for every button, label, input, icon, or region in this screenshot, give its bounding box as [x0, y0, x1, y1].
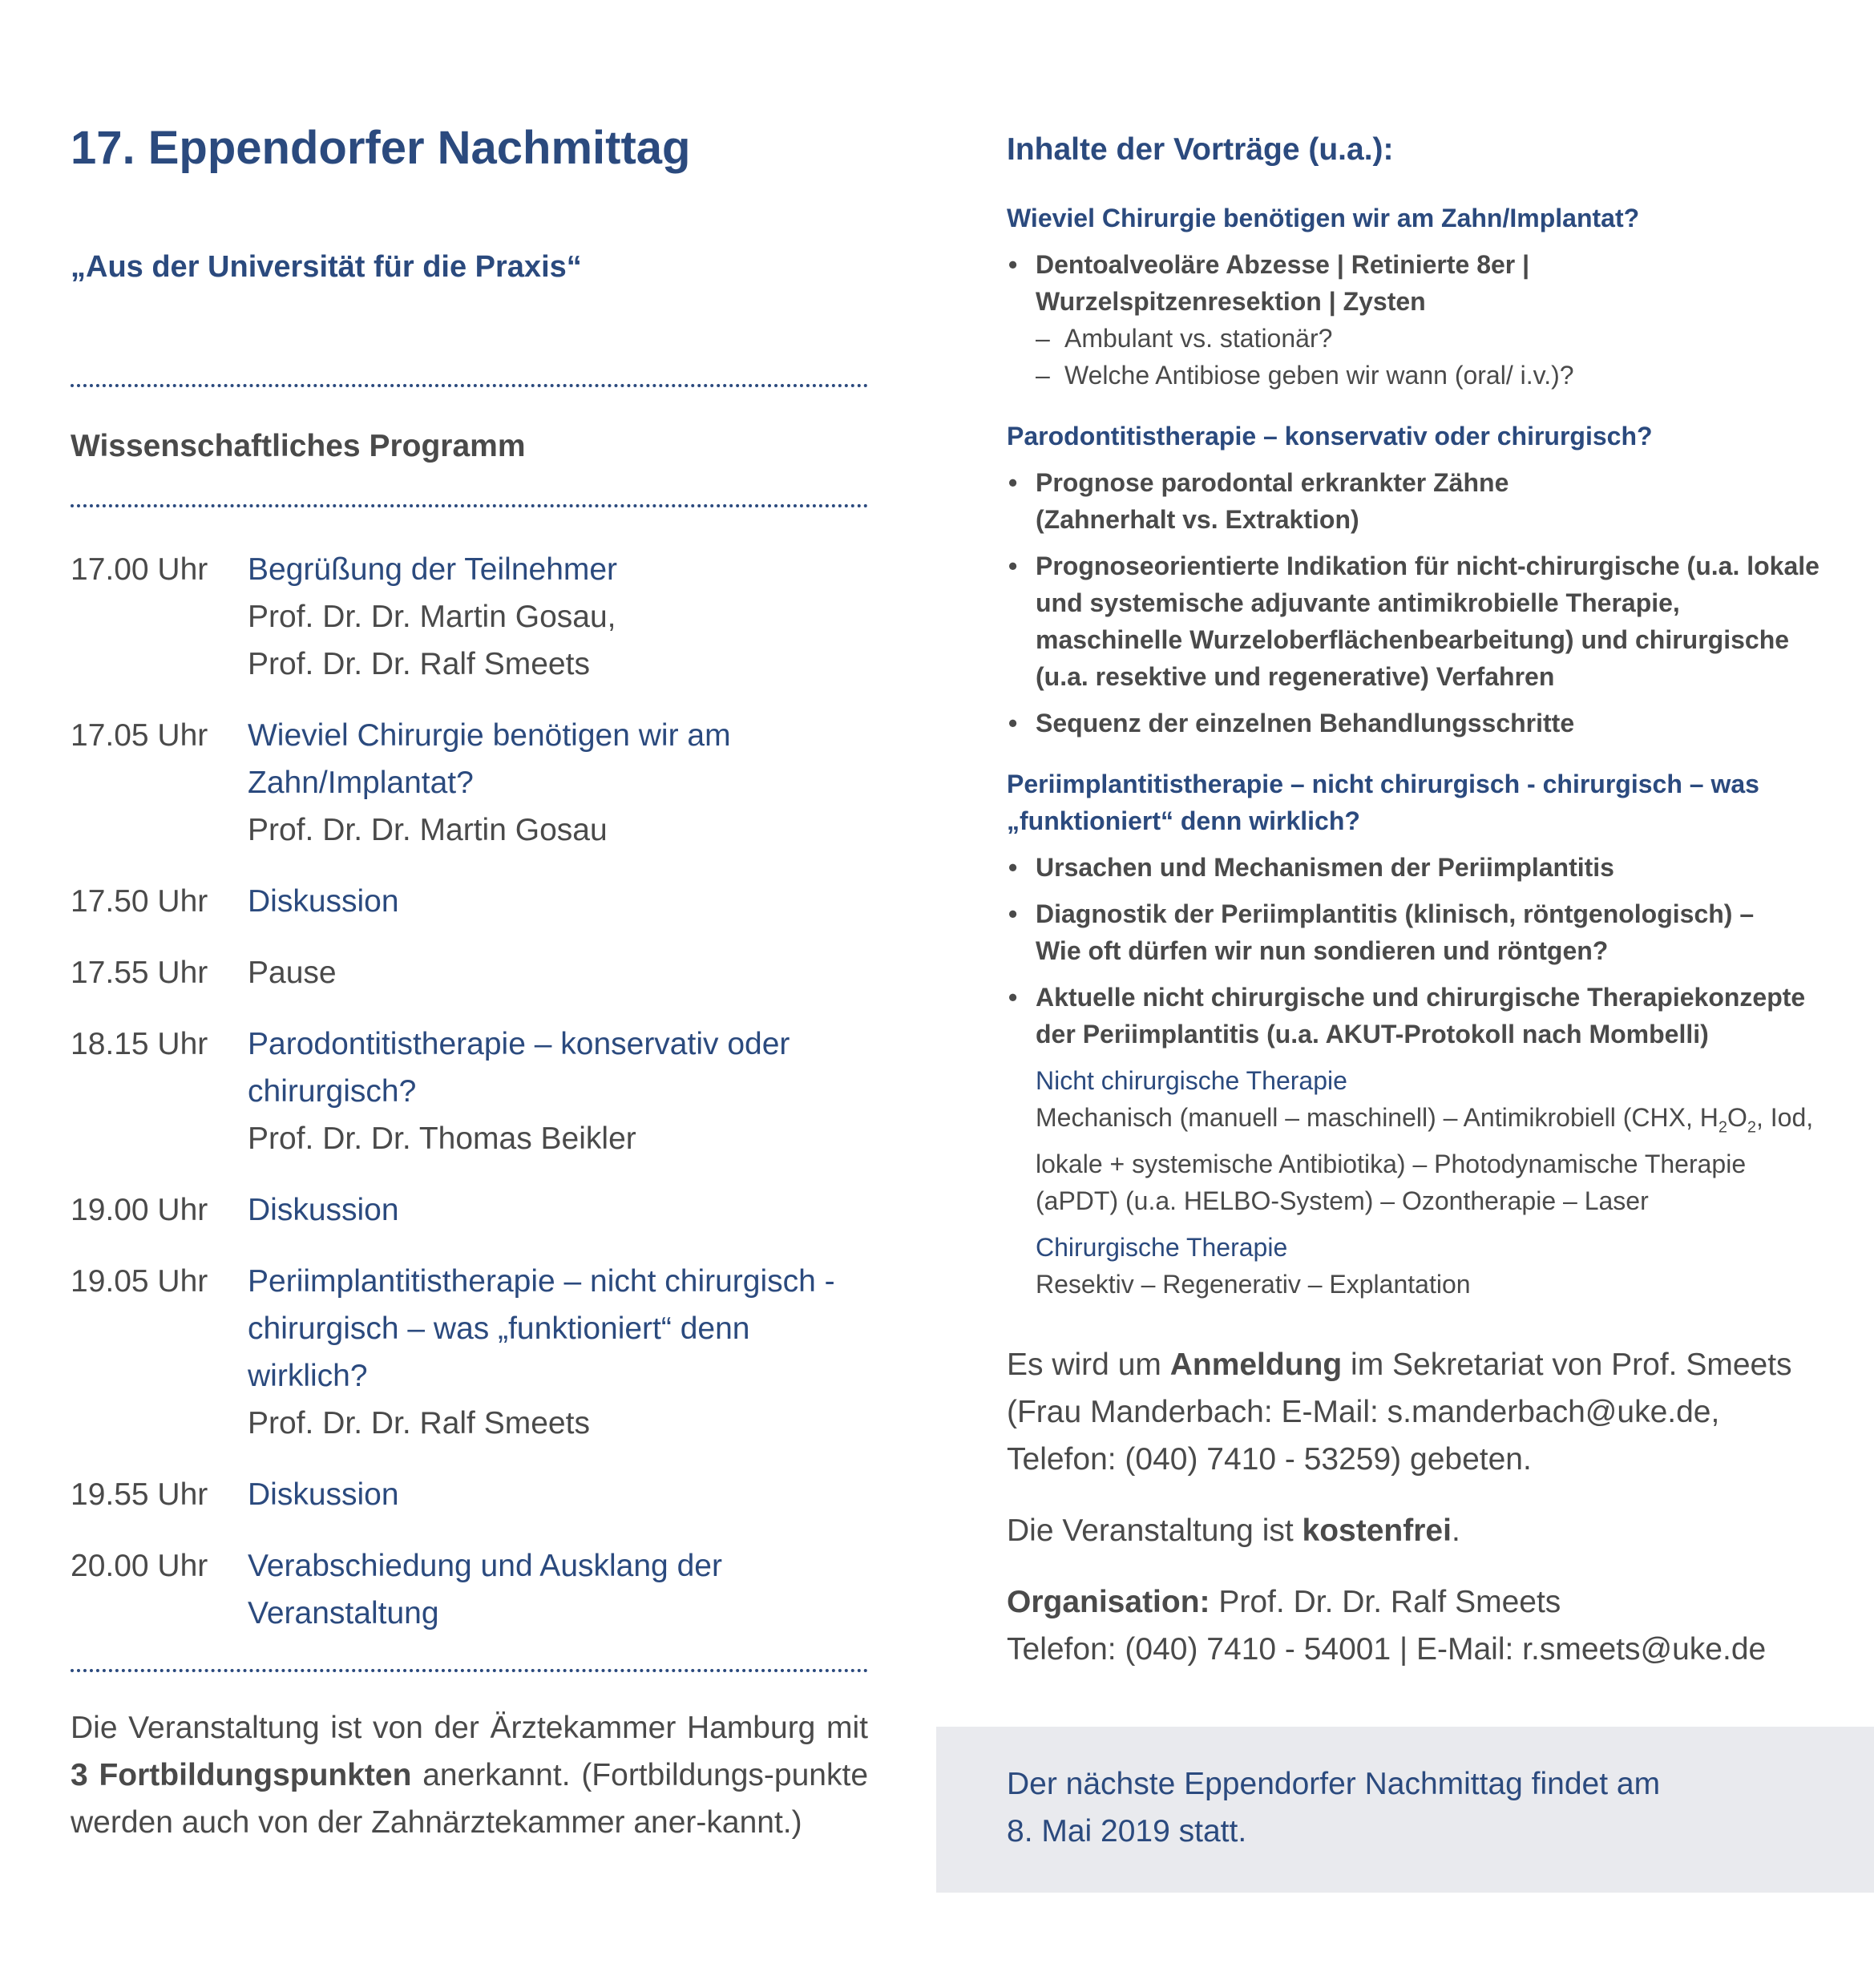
program-row: [71, 1258, 868, 1447]
right-column: [1007, 132, 1824, 1673]
program-speaker: Prof. Dr. Dr. Martin Gosau: [248, 812, 608, 847]
program-time: 17.00 Uhr: [71, 552, 208, 587]
topic-title: Parodontitistherapie – konservativ oder chirurgisch?: [1007, 422, 1653, 451]
program-title: Diskussion: [248, 883, 399, 919]
program-row: [71, 1542, 868, 1637]
program-time: 19.55 Uhr: [71, 1477, 208, 1512]
topic-bullet: • Aktuelle nicht chirurgische und chirurgische Therapiekonzepte der Periimplantitis (u.a. AKUT-Protokoll nach Mombelli): [1007, 979, 1824, 1053]
program-speaker: Prof. Dr. Dr. Martin Gosau, Prof. Dr. Dr. Ralf Smeets: [248, 599, 616, 681]
program-title: Wieviel Chirurgie benötigen wir am Zahn/Implantat?: [248, 717, 731, 800]
topic-subitem: – Welche Antibiose geben wir wann (oral/ i.v.)?: [1036, 357, 1824, 394]
dotted-divider: [71, 384, 868, 387]
fee-bold: kostenfrei: [1302, 1513, 1452, 1549]
topic-group: [1007, 766, 1824, 1303]
program-heading: Wissenschaftliches Programm: [71, 428, 526, 463]
program-row: [71, 1020, 868, 1162]
topic-bullet: • Dentoalveoläre Abzesse | Retinierte 8er | Wurzelspitzenresektion | Zysten – Ambulant vs. stationär? – Welche Antibiose geben wir wann (oral/ i.v.)?: [1007, 246, 1824, 394]
therapy-title: Chirurgische Therapie: [1036, 1233, 1288, 1263]
program-time: 19.00 Uhr: [71, 1192, 208, 1227]
program-list: [71, 546, 868, 1637]
registration-bold: Anmeldung: [1169, 1348, 1343, 1383]
program-row: [71, 1186, 868, 1234]
organisation-text: Organisation: Prof. Dr. Dr. Ralf Smeets: [1007, 1585, 1561, 1620]
fee-text: Die Veranstaltung ist kostenfrei.: [1007, 1513, 1460, 1549]
program-time: 17.05 Uhr: [71, 717, 208, 753]
therapy-title: Nicht chirurgische Therapie: [1036, 1066, 1347, 1095]
topic-subitem: – Ambulant vs. stationär?: [1036, 320, 1824, 357]
topic-title: Periimplantitistherapie – nicht chirurgisch - chirurgisch – was „funktioniert“ denn wirklich?: [1007, 770, 1759, 835]
program-title: Diskussion: [248, 1477, 399, 1512]
subtitle: „Aus der Universität für die Praxis“: [71, 249, 582, 284]
registration-text: Es wird um Anmeldung im Sekretariat von Prof. Smeets (Frau Manderbach: E-Mail: s.manderbach@uke.de, Telefon: (040) 7410 - 53259) gebeten.: [1007, 1348, 1792, 1477]
topic-group: [1007, 200, 1824, 394]
program-time: 19.05 Uhr: [71, 1263, 208, 1299]
program-row: [71, 712, 868, 854]
topic-group: [1007, 418, 1824, 741]
organisation-label: Organisation:: [1007, 1585, 1210, 1620]
organisation-contact: Telefon: (040) 7410 - 54001 | E-Mail: r.smeets@uke.de: [1007, 1632, 1767, 1667]
program-title: Begrüßung der Teilnehmer: [248, 552, 618, 587]
cme-note-text: anerkannt. (Fortbildungs-punkte werden auch von der Zahnärztekammer aner-kannt.): [71, 1757, 869, 1840]
left-column: [71, 120, 868, 1846]
topic-bullet: • Ursachen und Mechanismen der Periimplantitis: [1007, 849, 1824, 886]
cme-note: [71, 1704, 868, 1846]
therapy-block: [1007, 1229, 1824, 1303]
topic-bullet: • Sequenz der einzelnen Behandlungsschritte: [1007, 705, 1824, 741]
program-title: Diskussion: [248, 1192, 399, 1227]
program-title: Periimplantitistherapie – nicht chirurgisch - chirurgisch – was „funktioniert“ denn wirklich?: [248, 1263, 835, 1393]
next-event-box: [936, 1727, 1874, 1893]
program-time: 17.50 Uhr: [71, 883, 208, 919]
program-time: 20.00 Uhr: [71, 1548, 208, 1583]
therapy-block: [1007, 1062, 1824, 1219]
cme-points: 3 Fortbildungspunkten: [71, 1757, 412, 1792]
topic-title: Wieviel Chirurgie benötigen wir am Zahn/Implantat?: [1007, 204, 1640, 232]
program-title: Parodontitistherapie – konservativ oder chirurgisch?: [248, 1026, 790, 1109]
program-time: 17.55 Uhr: [71, 955, 208, 990]
program-time: 18.15 Uhr: [71, 1026, 208, 1061]
therapy-text: Mechanisch (manuell – maschinell) – Antimikrobiell (CHX, $H_2O_2$, Iod, lokale + systemische Antibiotika) – Photodynamische Therapie (aPDT) (u.a. HELBO-System) – Ozontherapie – Laser: [1036, 1103, 1814, 1216]
program-speaker: Pause: [248, 955, 337, 990]
therapy-text: Resektiv – Regenerativ – Explantation: [1036, 1270, 1471, 1299]
program-row: [71, 949, 868, 996]
contents-heading: Inhalte der Vorträge (u.a.):: [1007, 132, 1394, 167]
page-title: 17. Eppendorfer Nachmittag: [71, 122, 691, 174]
next-event-text: Der nächste Eppendorfer Nachmittag findet am 8. Mai 2019 statt.: [1007, 1767, 1661, 1849]
program-row: [71, 1471, 868, 1518]
program-row: [71, 546, 868, 688]
program-row: [71, 878, 868, 925]
dotted-divider: [71, 504, 868, 507]
program-title: Verabschiedung und Ausklang der Veranstaltung: [248, 1548, 722, 1630]
cme-note-text: Die Veranstaltung ist von der Ärztekammer Hamburg mit: [71, 1710, 868, 1745]
topic-bullet: • Prognoseorientierte Indikation für nicht-chirurgische (u.a. lokale und systemische adjuvante antimikrobielle Therapie, maschinelle Wurzeloberflächenbearbeitung) und chirurgische (u.a. resektive und regenerative) Verfahren: [1007, 548, 1824, 695]
dotted-divider: [71, 1669, 868, 1672]
program-speaker: Prof. Dr. Dr. Thomas Beikler: [248, 1121, 636, 1156]
topic-bullet: • Prognose parodontal erkrankter Zähne (Zahnerhalt vs. Extraktion): [1007, 464, 1824, 538]
program-speaker: Prof. Dr. Dr. Ralf Smeets: [248, 1405, 590, 1440]
topic-bullet: • Diagnostik der Periimplantitis (klinisch, röntgenologisch) – Wie oft dürfen wir nun sondieren und röntgen?: [1007, 895, 1824, 969]
